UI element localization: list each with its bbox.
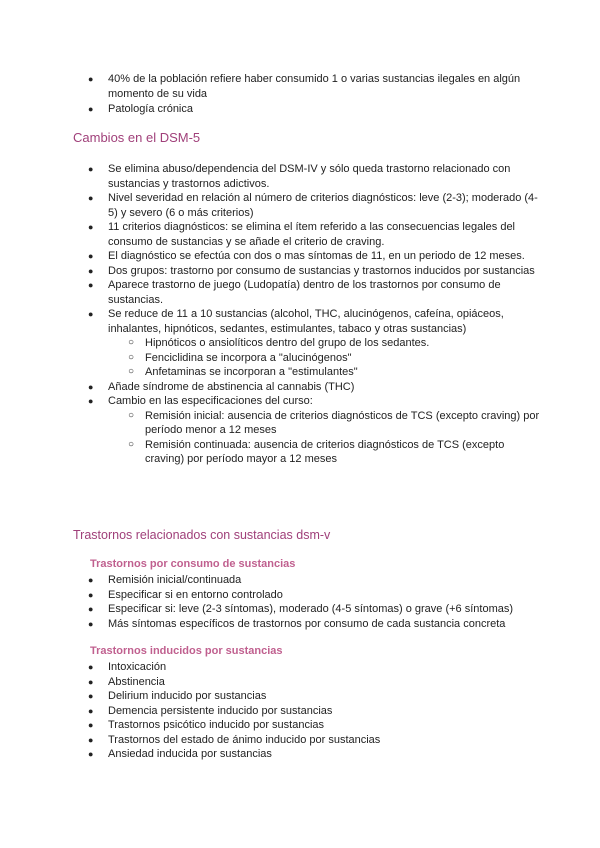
list-item: ● Especificar si en entorno controlado (88, 588, 283, 601)
list-item: ● Se reduce de 11 a 10 sustancias (alcohol, THC, alucinógenos, cafeína, opiáceos, inhalantes, hipnóticos, sedantes, estimulantes, tabaco y otras sustancias) (88, 308, 504, 335)
list-item: ● Nivel severidad en relación al número de criterios diagnósticos: leve (2-3); moderado (4-5) y severo (6 o más criterios) (88, 192, 538, 219)
list-item: ● Delirium inducido por sustancias (88, 690, 267, 702)
list-item: ● Especificar si: leve (2-3 síntomas), moderado (4-5 síntomas) o grave (+6 síntomas) (88, 603, 514, 615)
list-item: ● Se elimina abuso/dependencia del DSM-IV y sólo queda trastorno relacionado con sustancias y trastornos adictivos. (88, 163, 511, 190)
bullet-icon: ● (88, 676, 94, 687)
bullet-icon: ● (88, 720, 94, 730)
list-item: ● Más síntomas específicos de trastornos por consumo de cada sustancia concreta (88, 617, 506, 630)
sub-list-item: ○ Fenciclidina se incorpora a "alucinógenos" (128, 351, 352, 364)
intro-list (0, 72, 600, 117)
sub-list-item: ○ Remisión continuada: ausencia de criterios diagnósticos de TCS (excepto craving) por período mayor a 12 meses (128, 438, 505, 465)
list-item: ● Añade síndrome de abstinencia al cannabis (THC) (88, 380, 355, 393)
bullet-icon: ● (88, 618, 94, 629)
bullet-icon: ● (88, 705, 94, 716)
list-item: ● Aparece trastorno de juego (Ludopatía) dentro de los trastornos por consumo de sustancias. (88, 279, 501, 306)
bullet-icon: ● (88, 734, 94, 745)
consumo-list (0, 573, 600, 631)
list-item: ● Abstinencia (88, 675, 165, 688)
sub-list-item: ○ Remisión inicial: ausencia de criterios diagnósticos de TCS (excepto craving) por período menor a 12 meses (128, 409, 540, 436)
bullet-icon: ● (88, 309, 94, 319)
section-title-trastornos: Trastornos relacionados con sustancias dsm-v (73, 528, 331, 542)
circle-bullet-icon: ○ (128, 438, 135, 450)
bullet-icon: ● (88, 164, 94, 174)
subsection-title-inducidos: Trastornos inducidos por sustancias (90, 645, 283, 657)
inducidos-list (0, 660, 600, 762)
bullet-icon: ● (88, 222, 94, 232)
bullet-icon: ● (88, 193, 94, 203)
list-item: ● Trastornos psicótico inducido por sustancias (88, 719, 325, 731)
list-item: ● Trastornos del estado de ánimo inducido por sustancias (88, 733, 381, 746)
list-item: ● Ansiedad inducida por sustancias (88, 748, 272, 760)
bullet-icon: ● (88, 251, 94, 261)
bullet-icon: ● (88, 381, 94, 392)
bullet-icon: ● (88, 691, 94, 701)
section-title-dsm5: Cambios en el DSM-5 (73, 130, 201, 145)
bullet-icon: ● (88, 749, 94, 759)
bullet-icon: ● (88, 575, 94, 585)
bullet-icon: ● (88, 265, 94, 276)
list-item: ● Demencia persistente inducido por sustancias (88, 704, 333, 717)
bullet-icon: ● (88, 104, 94, 114)
bullet-icon: ● (88, 662, 94, 672)
sub-list-item: ○ Hipnóticos o ansiolíticos dentro del grupo de los sedantes. (128, 337, 430, 349)
dsm5-list (0, 162, 600, 467)
circle-bullet-icon: ○ (128, 337, 135, 348)
bullet-icon: ● (88, 589, 94, 600)
subsection-title-consumo: Trastornos por consumo de sustancias (90, 558, 296, 570)
circle-bullet-icon: ○ (128, 409, 135, 421)
list-item: ● 40% de la población refiere haber consumido 1 o varias sustancias ilegales en algún momento de su vida (88, 73, 521, 100)
bullet-icon: ● (88, 604, 94, 614)
list-item: ● Cambio en las especificaciones del curso: (88, 395, 313, 407)
list-item: ● El diagnóstico se efectúa con dos o mas síntomas de 11, en un periodo de 12 meses. (88, 250, 525, 262)
sub-list-item: ○ Anfetaminas se incorporan a "estimulantes" (128, 366, 358, 378)
bullet-icon: ● (88, 74, 94, 84)
bullet-icon: ● (88, 280, 94, 290)
list-item: ● Intoxicación (88, 661, 167, 673)
circle-bullet-icon: ○ (128, 351, 135, 363)
list-item: ● 11 criterios diagnósticos: se elimina el ítem referido a las consecuencias legales del consumo de sustancias y se añade el criterio de craving. (88, 221, 516, 248)
bullet-icon: ● (88, 396, 94, 406)
list-item: ● Remisión inicial/continuada (88, 574, 242, 586)
list-item: ● Dos grupos: trastorno por consumo de sustancias y trastornos inducidos por sustancias (88, 264, 535, 277)
circle-bullet-icon: ○ (128, 366, 135, 377)
list-item: ● Patología crónica (88, 103, 193, 115)
